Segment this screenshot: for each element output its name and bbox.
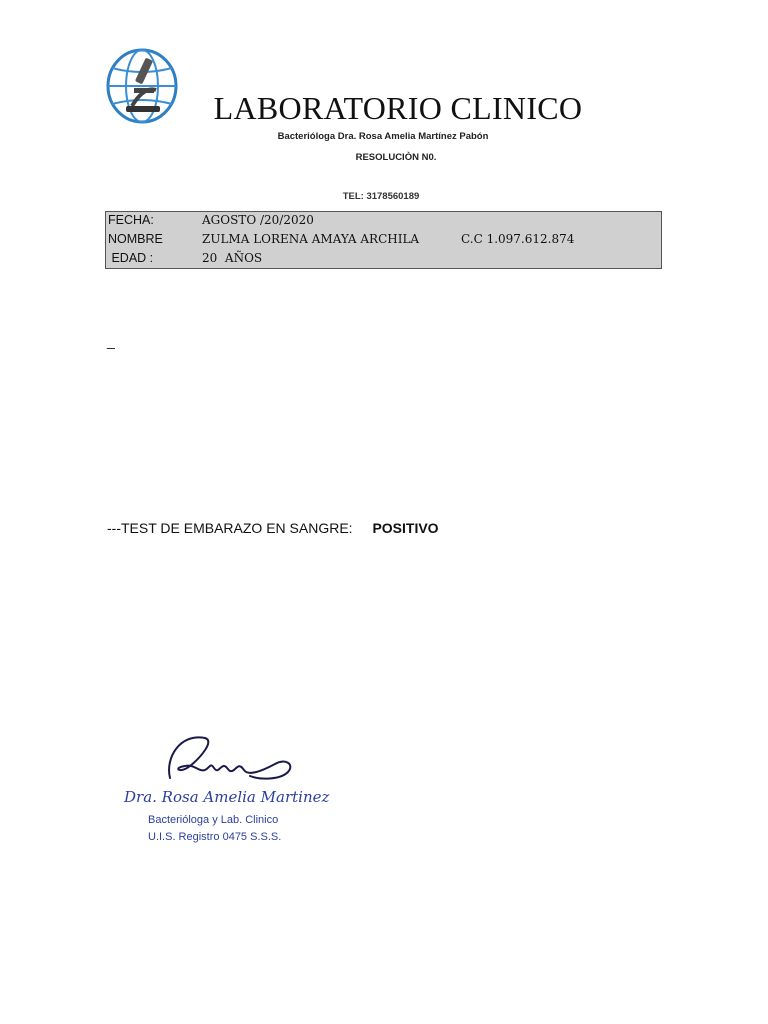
test-label: ---TEST DE EMBARAZO EN SANGRE: xyxy=(107,520,353,536)
handwritten-signature xyxy=(110,728,342,788)
patient-info-box xyxy=(105,211,662,269)
phone-number: TEL: 3178560189 xyxy=(342,191,420,202)
signature-stamp xyxy=(110,728,342,866)
edad-label: EDAD : xyxy=(108,251,154,265)
fecha-label: FECHA: xyxy=(108,213,154,227)
resolution-number: RESOLUCIÒN N0. xyxy=(355,152,437,163)
nombre-value: ZULMA LORENA AMAYA ARCHILA xyxy=(202,232,420,246)
nombre-label: NOMBRE xyxy=(108,232,163,246)
pregnancy-test-line xyxy=(107,520,439,536)
fecha-value: AGOSTO /20/2020 xyxy=(202,213,314,227)
lab-title: LABORATORIO CLINICO xyxy=(213,90,583,126)
dash-mark: _ xyxy=(107,333,115,349)
bacteriologist-name: Bacterióloga Dra. Rosa Amelia Martínez Pabón xyxy=(277,131,489,142)
test-result: POSITIVO xyxy=(372,520,439,536)
signature-name: Dra. Rosa Amelia Martinez xyxy=(124,788,330,806)
fecha-row xyxy=(106,213,661,232)
signature-registry: U.I.S. Registro 0475 S.S.S. xyxy=(148,831,282,843)
edad-row xyxy=(106,251,661,270)
edad-value: 20 AÑOS xyxy=(202,251,263,265)
signature-title: Bacterióloga y Lab. Clinico xyxy=(148,814,279,826)
cc-value: C.C 1.097.612.874 xyxy=(461,232,575,246)
nombre-row xyxy=(106,232,661,251)
